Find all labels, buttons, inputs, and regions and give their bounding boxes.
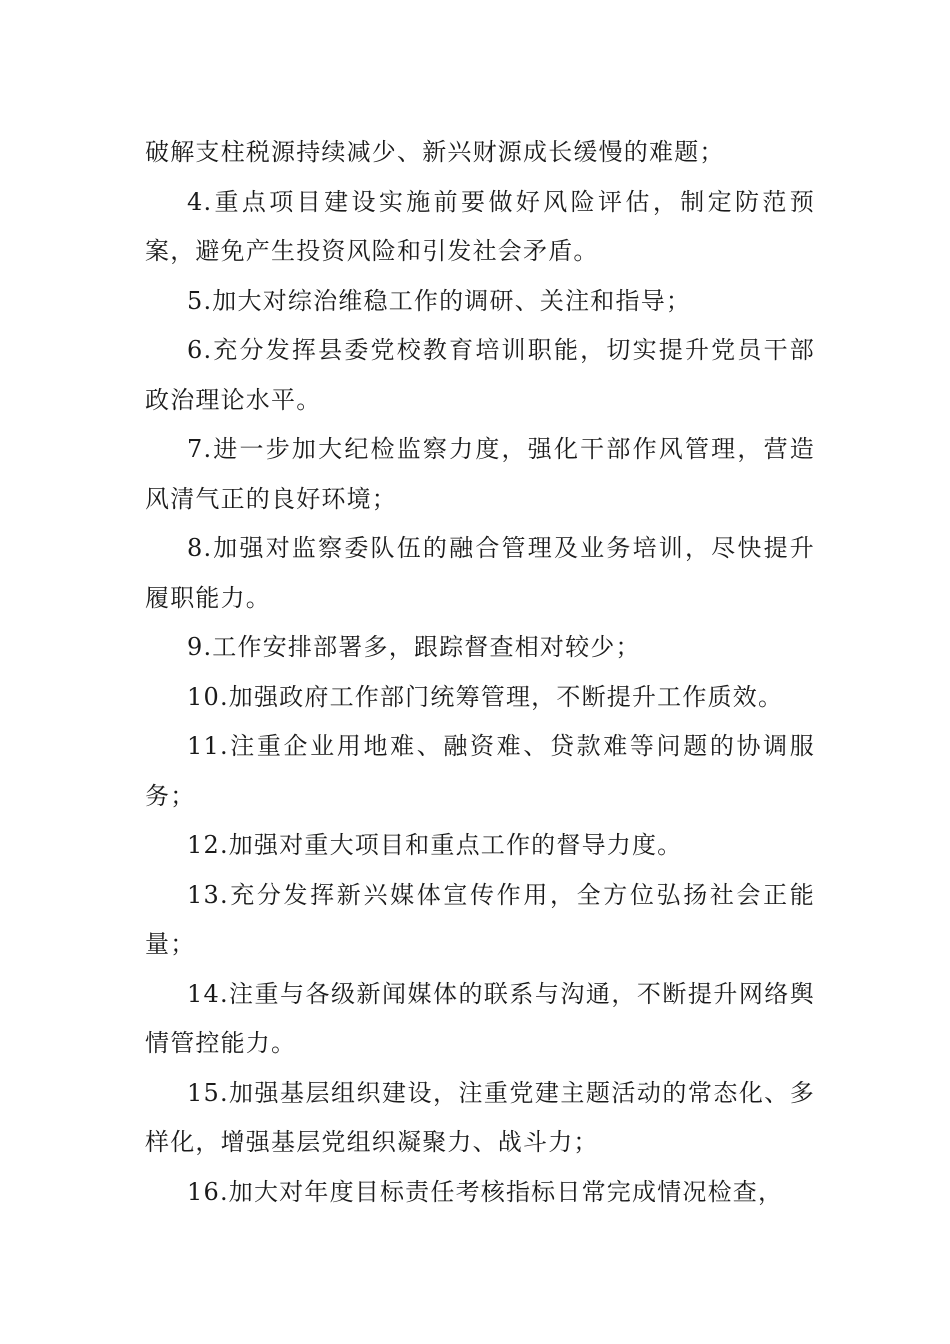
paragraph-item-16: 16.加大对年度目标责任考核指标日常完成情况检查， <box>187 1177 784 1206</box>
paragraph-item-5: 5.加大对综治维稳工作的调研、关注和指导； <box>187 286 692 315</box>
paragraph-item-4: 4.重点项目建设实施前要做好风险评估，制定防范预案，避免产生投资风险和引发社会矛盾。 <box>145 187 815 265</box>
paragraph-item-15: 15.加强基层组织建设，注重党建主题活动的常态化、多样化，增强基层党组织凝聚力、战斗力； <box>145 1078 815 1156</box>
paragraph-item-6: 6.充分发挥县委党校教育培训职能，切实提升党员干部政治理论水平。 <box>145 336 815 414</box>
paragraph-item-8: 8.加强对监察委队伍的融合管理及业务培训，尽快提升履职能力。 <box>145 534 815 612</box>
paragraph-item-9: 9.工作安排部署多，跟踪督查相对较少； <box>187 633 641 661</box>
paragraph-item-7: 7.进一步加大纪检监察力度，强化干部作风管理，营造风清气正的良好环境； <box>145 435 815 513</box>
paragraph-continuation: 破解支柱税源持续减少、新兴财源成长缓慢的难题； <box>145 138 725 166</box>
paragraph-item-12: 12.加强对重大项目和重点工作的督导力度。 <box>187 831 683 859</box>
body-text <box>145 128 815 1217</box>
paragraph-item-13: 13.充分发挥新兴媒体宣传作用，全方位弘扬社会正能量； <box>145 880 815 958</box>
paragraph-item-11: 11.注重企业用地难、融资难、贷款难等问题的协调服务； <box>145 732 815 810</box>
paragraph-item-14: 14.注重与各级新闻媒体的联系与沟通，不断提升网络舆情管控能力。 <box>145 979 815 1057</box>
paragraph-item-10: 10.加强政府工作部门统筹管理，不断提升工作质效。 <box>187 682 784 711</box>
